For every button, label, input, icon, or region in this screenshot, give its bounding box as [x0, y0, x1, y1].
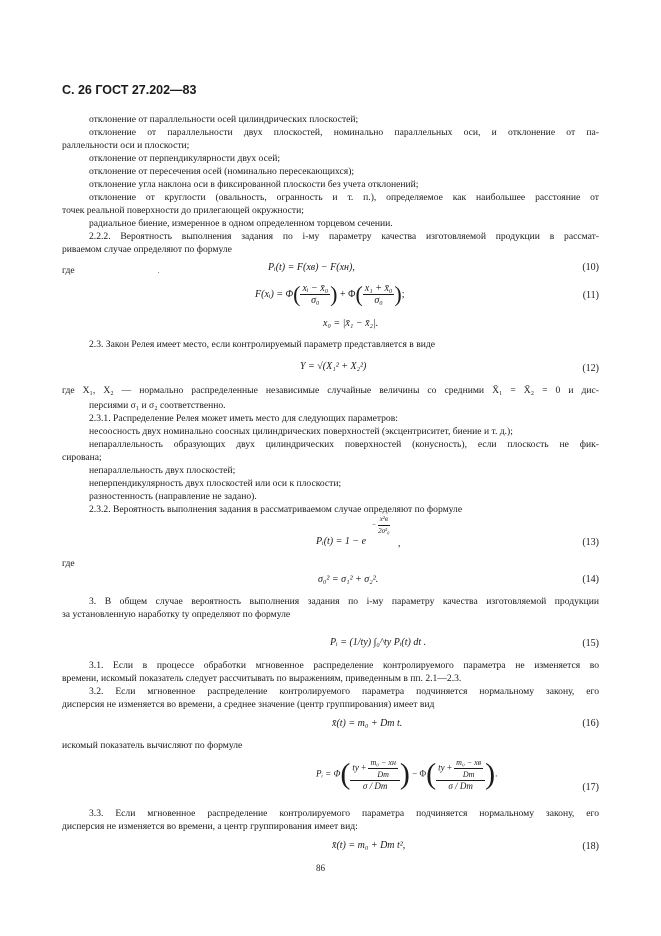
- text-line: 3.2. Если мгновенное распределение контролируемого параметра подчиняется нормальному закону, его: [89, 686, 599, 697]
- equation-number: (10): [582, 262, 599, 273]
- equation-number: (11): [582, 290, 599, 301]
- text-line: где: [62, 558, 75, 569]
- text-line: где X₁, X₂ — нормально распределенные независимые случайные величины со средними X̄₁ = X̄₂ = 0 и дис-: [62, 385, 599, 396]
- text-line: непараллельность двух плоскостей;: [89, 465, 236, 476]
- scan-speck: [158, 272, 159, 273]
- text-line: персиями σ₁ и σ₂ соответственно.: [89, 400, 226, 411]
- text-line: отклонение от круглости (овальность, огранность и т. п.), определяемое как наибольшее расстояние от: [89, 192, 599, 203]
- equation-number: (15): [582, 638, 599, 649]
- equation-14: σ₀² = σ₁² + σ₂².: [318, 574, 379, 585]
- text-line: дисперсия не изменяется во времени, а центр группирования имеет вид:: [62, 821, 358, 832]
- text-line: отклонение от перпендикулярности двух осей;: [89, 153, 281, 164]
- text-line: 2.3. Закон Релея имеет место, если контролируемый параметр представляется в виде: [89, 339, 436, 350]
- text-line: неперпендикулярность двух плоскостей или оси к плоскости;: [89, 478, 342, 489]
- text-line: искомый показатель вычисляют по формуле: [62, 740, 243, 751]
- text-line: радиальное биение, измеренное в одном определенном торцевом сечении.: [89, 218, 393, 229]
- equation-number: (13): [582, 537, 599, 548]
- text-line: раллельности оси и плоскости;: [62, 140, 190, 151]
- text-line: несоосность двух номинально соосных цилиндрических поверхностей (эксцентриситет, биение и т. д.);: [89, 426, 513, 437]
- equation-number: (14): [582, 574, 599, 585]
- equation-11b: x₀ = |x̄₁ − x̄₂|.: [323, 318, 379, 329]
- text-line: 2.3.1. Распределение Релея может иметь место для следующих параметров:: [89, 413, 398, 424]
- text-line: 3.1. Если в процессе обработки мгновенное распределение контролируемого параметра не изменяется во: [89, 660, 599, 671]
- text-line: риваемом случае определяют по формуле: [62, 244, 232, 255]
- text-line: 2.3.2. Вероятность выполнения задания в рассматриваемом случае определяют по формуле: [89, 504, 463, 515]
- equation-15: Pᵢ = (1/tу) ∫₀^tу Pᵢ(t) dt .: [330, 637, 427, 648]
- text-line: отклонение от параллельности осей цилиндрических плоскостей;: [89, 114, 359, 125]
- equation-12: Y = √(X₁² + X₂²): [300, 361, 367, 372]
- text-line: где: [62, 265, 75, 276]
- text-line: за установленную наработку tу определяют по формуле: [62, 609, 291, 620]
- text-line: сирована;: [62, 452, 102, 463]
- equation-13: Pᵢ(t) = 1 − e: [316, 536, 367, 547]
- page-number: 86: [316, 863, 325, 873]
- equation-number: (12): [582, 363, 599, 374]
- equation-number: (18): [582, 841, 599, 852]
- equation-13-exponent: − $\frac{\text{x²в}}{\text{2σ²₀}}$: [372, 515, 390, 535]
- equation-17: Pᵢ = Φ( tу + $\frac{\text{m₀ − xн}}{Dm}$ σ / Dm ) − Φ( tу + $\frac{\text{m₀ − xв}}{Dm}$ σ / Dm ).: [316, 757, 498, 791]
- text-line: отклонение угла наклона оси в фиксированной плоскости без учета отклонений;: [89, 179, 419, 190]
- text-line: отклонение от параллельности двух плоскостей, номинально параллельных оси, и отклонение от па-: [89, 127, 599, 138]
- page-header: С. 26 ГОСТ 27.202—83: [62, 83, 197, 97]
- text-line: времени, искомый показатель следует рассчитывать по выражениям, приведенным в пп. 2.1—2.3.: [62, 673, 462, 684]
- text-line: непараллельность образующих двух цилиндрических поверхностей (конусность), если плоскость не фик-: [89, 439, 599, 450]
- text-line: 3. В общем случае вероятность выполнения задания по i-му параметру качества изготовляемой продукции: [89, 596, 599, 607]
- text-line: точек реальной поверхности до прилегающей окружности;: [62, 205, 304, 216]
- text-line: отклонение от пересечения осей (номинально пересекающихся);: [89, 166, 355, 177]
- equation-10: Pᵢ(t) = F(xв) − F(xн),: [268, 262, 355, 273]
- equation-13-comma: ,: [398, 538, 401, 549]
- equation-16: x̄(t) = m₀ + Dm t.: [332, 718, 403, 729]
- equation-18: x̄(t) = m₀ + Dm t²,: [332, 840, 406, 851]
- equation-number: (17): [582, 782, 599, 793]
- equation-11: F(xᵢ) = Φ( $\frac{\text{xᵢ − x̄₀}}{\text{σ₀}}$ ) + Φ( $\frac{\text{x₁ + x̄₀}}{\text{σ₀}}$ );: [255, 281, 405, 307]
- text-line: 3.3. Если мгновенное распределение контролируемого параметра подчиняется нормальному закону, его: [89, 808, 599, 819]
- text-line: разностенность (направление не задано).: [89, 491, 257, 502]
- equation-number: (16): [582, 718, 599, 729]
- text-line: дисперсия не изменяется во времени, а среднее значение (центр группирования) имеет вид: [62, 699, 435, 710]
- text-line: 2.2.2. Вероятность выполнения задания по i-му параметру качества изготовляемой продукции в рассмат-: [89, 231, 599, 242]
